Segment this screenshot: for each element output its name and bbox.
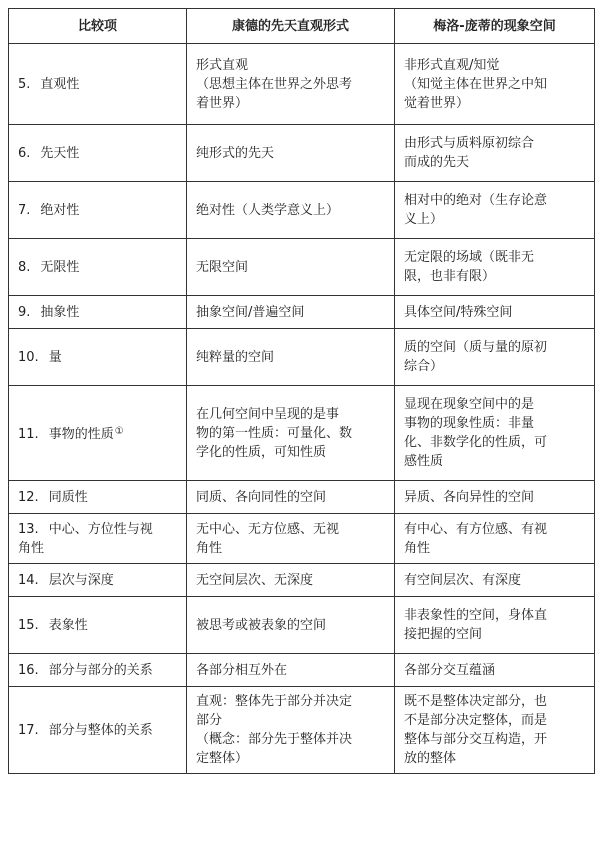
cell-text-line: 无定限的场域（既非无 — [404, 250, 535, 265]
header-kant: 康德的先天直观形式 — [187, 9, 395, 44]
cell-text-line: 无中心、无方位感、无视 — [196, 521, 340, 537]
cell-comparison-item — [9, 597, 187, 654]
cell-text-line: 有中心、有方位感、有视 — [404, 521, 548, 537]
cell-text-line: 同质、各向同性的空间 — [196, 489, 327, 505]
cell-text-line: 非表象性的空间，身体直 — [404, 608, 548, 623]
cell-text-line: 综合） — [404, 359, 444, 374]
row-number: 16. — [18, 662, 39, 678]
row-number: 5. — [18, 76, 31, 92]
row-item-label: 事物的性质 — [48, 427, 114, 442]
cell-text-line: 在几何空间中呈现的是事 — [196, 406, 340, 422]
cell-comparison-item — [9, 386, 187, 481]
row-number: 10. — [18, 349, 39, 365]
cell-merleau-ponty — [395, 687, 595, 774]
table-row — [9, 597, 595, 654]
row-number: 11. — [18, 427, 39, 442]
row-item-label: 部分与部分的关系 — [48, 662, 153, 678]
cell-text-line: 部分 — [196, 713, 223, 728]
cell-text-line: 无限空间 — [196, 259, 249, 275]
table-row — [9, 182, 595, 239]
cell-merleau-ponty — [395, 514, 595, 564]
cell-comparison-item — [9, 329, 187, 386]
cell-text-line: 相对中的绝对（生存论意 — [404, 193, 548, 208]
cell-text-line: 形式直观 — [196, 57, 249, 73]
cell-text-line: 由形式与质料原初综合 — [404, 136, 535, 151]
cell-text-line: 学化的性质，可知性质 — [196, 444, 327, 460]
comparison-table — [8, 8, 595, 774]
cell-merleau-ponty — [395, 386, 595, 481]
cell-merleau-ponty — [395, 597, 595, 654]
table-row — [9, 386, 595, 481]
cell-merleau-ponty — [395, 239, 595, 296]
cell-text-line: 角性 — [404, 540, 431, 556]
row-item-label: 先天性 — [40, 145, 80, 161]
row-number: 8. — [18, 259, 31, 275]
cell-text-line: 着世界） — [196, 95, 249, 111]
cell-text-line: 各部分交互蕴涵 — [404, 662, 496, 678]
cell-comparison-item — [9, 296, 187, 329]
row-number: 12. — [18, 489, 39, 505]
header-comparison-item: 比较项 — [9, 9, 187, 44]
cell-kant — [187, 182, 395, 239]
row-item-label: 绝对性 — [40, 202, 80, 218]
cell-comparison-item — [9, 44, 187, 125]
cell-kant — [187, 329, 395, 386]
cell-merleau-ponty — [395, 564, 595, 597]
cell-text-line: 显现在现象空间中的是 — [404, 397, 535, 412]
header-row — [9, 9, 595, 44]
cell-comparison-item — [9, 182, 187, 239]
cell-text-line: 放的整体 — [404, 751, 457, 766]
cell-text-line: 异质、各向异性的空间 — [404, 489, 535, 505]
table-row — [9, 239, 595, 296]
cell-kant — [187, 597, 395, 654]
row-number: 7. — [18, 202, 31, 218]
cell-text-line: （知觉主体在世界之中知 — [404, 76, 548, 92]
cell-merleau-ponty — [395, 44, 595, 125]
row-number: 13. — [18, 521, 39, 537]
cell-text-line: 物的第一性质：可量化、数 — [196, 425, 353, 441]
cell-text-line: 抽象空间/普遍空间 — [196, 304, 305, 320]
cell-text-line: 有空间层次、有深度 — [404, 572, 522, 588]
cell-text-line: 质的空间（质与量的原初 — [404, 340, 548, 355]
cell-text-line: 限，也非有限） — [404, 269, 496, 284]
cell-kant — [187, 296, 395, 329]
table-row — [9, 329, 595, 386]
cell-text-line: 被思考或被表象的空间 — [196, 617, 327, 633]
row-item-label: 无限性 — [40, 259, 80, 275]
cell-text-line: 绝对性（人类学意义上） — [196, 202, 340, 218]
cell-text-line: 而成的先天 — [404, 155, 470, 170]
footnote-marker: ① — [114, 426, 124, 437]
cell-comparison-item — [9, 239, 187, 296]
cell-text-line: （思想主体在世界之外思考 — [196, 76, 353, 92]
row-item-label: 表象性 — [48, 617, 88, 633]
cell-text-line: 义上） — [404, 212, 444, 227]
cell-text-line: 接把握的空间 — [404, 627, 483, 642]
cell-text-line: 不是部分决定整体，而是 — [404, 713, 548, 728]
cell-text-line: 整体与部分交互构造，开 — [404, 732, 548, 747]
row-item-label: 直观性 — [40, 76, 80, 92]
cell-merleau-ponty — [395, 654, 595, 687]
table-row — [9, 514, 595, 564]
row-number: 9. — [18, 304, 31, 320]
cell-kant — [187, 481, 395, 514]
table-row — [9, 564, 595, 597]
cell-merleau-ponty — [395, 329, 595, 386]
cell-kant — [187, 687, 395, 774]
cell-comparison-item — [9, 481, 187, 514]
header-merleau-ponty: 梅洛-庞蒂的现象空间 — [395, 9, 595, 44]
cell-kant — [187, 386, 395, 481]
row-item-label-continued: 角性 — [18, 540, 45, 556]
cell-text-line: 既不是整体决定部分，也 — [404, 694, 548, 709]
cell-kant — [187, 44, 395, 125]
row-item-label: 中心、方位性与视 — [48, 521, 153, 537]
row-item-label: 层次与深度 — [48, 572, 114, 588]
row-item-label: 抽象性 — [40, 304, 80, 320]
table-body — [9, 44, 595, 774]
cell-kant — [187, 239, 395, 296]
cell-comparison-item — [9, 514, 187, 564]
cell-merleau-ponty — [395, 182, 595, 239]
cell-text-line: 定整体） — [196, 751, 249, 766]
cell-comparison-item — [9, 687, 187, 774]
cell-comparison-item — [9, 564, 187, 597]
cell-text-line: 角性 — [196, 540, 223, 556]
cell-text-line: 化、非数学化的性质，可 — [404, 435, 548, 450]
row-item-label: 量 — [48, 349, 62, 365]
cell-text-line: 纯粹量的空间 — [196, 349, 275, 365]
cell-text-line: 感性质 — [404, 454, 444, 469]
cell-text-line: 各部分相互外在 — [196, 662, 288, 678]
cell-merleau-ponty — [395, 481, 595, 514]
row-number: 14. — [18, 572, 39, 588]
table-row — [9, 654, 595, 687]
row-item-label: 同质性 — [48, 489, 88, 505]
row-number: 15. — [18, 617, 39, 633]
row-number: 17. — [18, 722, 39, 738]
cell-comparison-item — [9, 654, 187, 687]
cell-text-line: 事物的现象性质：非量 — [404, 416, 535, 431]
cell-kant — [187, 514, 395, 564]
table-row — [9, 481, 595, 514]
table-row — [9, 687, 595, 774]
cell-text-line: 纯形式的先天 — [196, 145, 275, 161]
cell-kant — [187, 564, 395, 597]
cell-text-line: （概念：部分先于整体并决 — [196, 732, 353, 747]
cell-text-line: 觉着世界） — [404, 95, 470, 111]
cell-comparison-item — [9, 125, 187, 182]
row-number: 6. — [18, 145, 31, 161]
cell-text-line: 无空间层次、无深度 — [196, 572, 314, 588]
cell-kant — [187, 654, 395, 687]
cell-merleau-ponty — [395, 125, 595, 182]
row-item-label: 部分与整体的关系 — [48, 722, 153, 738]
table-row — [9, 44, 595, 125]
cell-text-line: 具体空间/特殊空间 — [404, 304, 513, 320]
table-row — [9, 296, 595, 329]
cell-text-line: 直观：整体先于部分并决定 — [196, 694, 353, 709]
table-header — [9, 9, 595, 44]
cell-text-line: 非形式直观/知觉 — [404, 57, 500, 73]
cell-kant — [187, 125, 395, 182]
table-row — [9, 125, 595, 182]
cell-merleau-ponty — [395, 296, 595, 329]
